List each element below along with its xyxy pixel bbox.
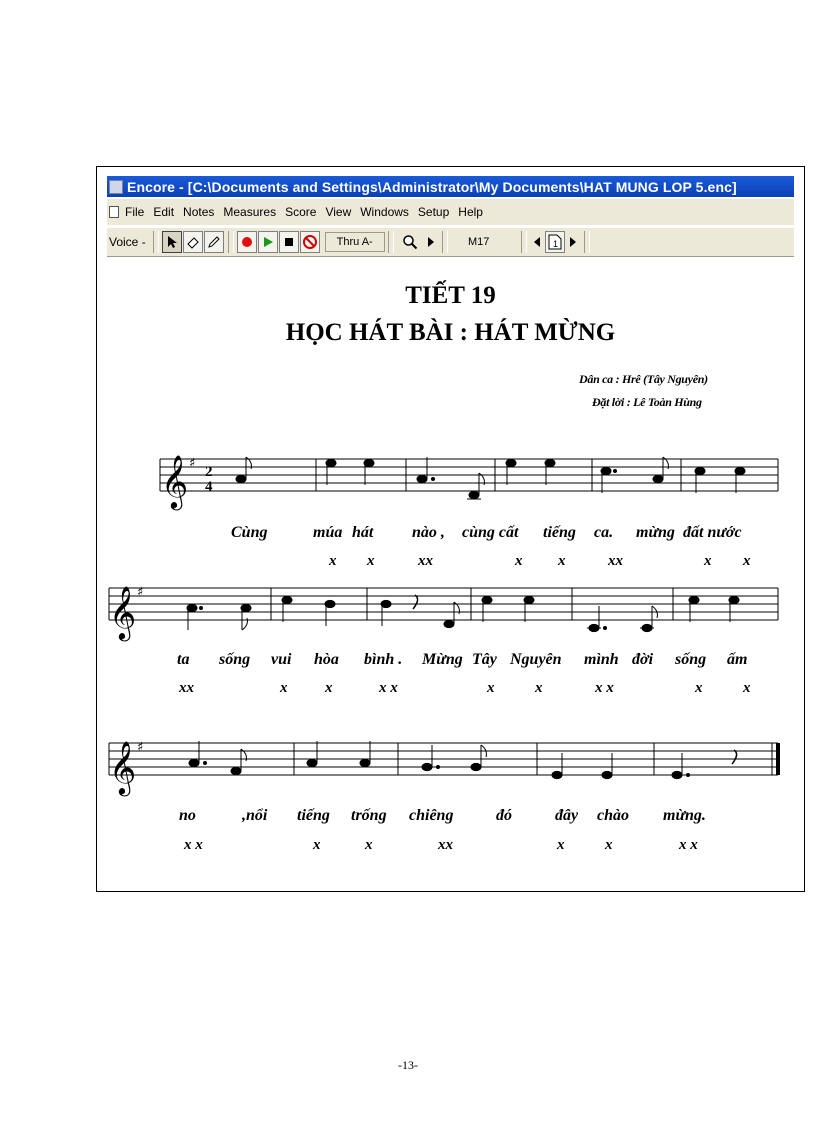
menu-edit[interactable]: Edit <box>153 205 175 219</box>
lyrics-line-3 <box>97 807 804 827</box>
menu-help[interactable]: Help <box>458 205 483 219</box>
rhythm-marks-3 <box>97 837 804 855</box>
lyric-word: mình <box>584 651 619 668</box>
lyric-word: ta <box>177 651 190 668</box>
rhythm-mark: x <box>280 680 288 696</box>
lyric-word: Mừng <box>422 651 463 668</box>
lyric-word: ấm <box>727 651 748 668</box>
page-number: -13- <box>398 1058 418 1072</box>
menu-score[interactable]: Score <box>285 205 317 219</box>
lyric-word: sống <box>675 651 707 668</box>
lyric-word: Cùng <box>231 524 268 541</box>
rhythm-mark: x <box>329 553 337 569</box>
rhythm-mark: x <box>704 553 712 569</box>
rhythm-mark: x x <box>679 837 698 853</box>
lyric-word: ,nổi <box>242 807 268 824</box>
rhythm-mark: x <box>535 680 543 696</box>
screenshot-frame <box>96 166 805 892</box>
lyric-word: đó <box>496 807 512 824</box>
staff-2-notes <box>187 595 739 632</box>
lyric-word: ca. <box>594 524 614 541</box>
rhythm-mark: x x <box>184 837 203 853</box>
rhythm-mark: x <box>557 837 565 853</box>
lyrics-line-1 <box>97 524 804 544</box>
rhythm-marks-2 <box>97 680 804 698</box>
rhythm-mark: xx <box>608 553 623 569</box>
lyric-word: tiếng <box>297 807 330 824</box>
treble-clef-icon: 𝄞 <box>109 585 137 639</box>
lyric-word: vui <box>271 651 292 668</box>
lyrics-line-2 <box>97 651 804 671</box>
time-signature-bottom: 4 <box>205 479 213 495</box>
rhythm-mark: x <box>695 680 703 696</box>
rhythm-mark: x <box>558 553 566 569</box>
lyric-word: đây <box>555 807 579 824</box>
measure-indicator[interactable]: M17 <box>451 232 507 252</box>
lyric-word: sống <box>219 651 251 668</box>
thru-selector[interactable]: Thru A- <box>325 232 385 252</box>
sharp-icon: ♯ <box>137 585 144 600</box>
page-indicator-number: 1 <box>552 239 558 249</box>
rhythm-mark: xx <box>179 680 194 696</box>
voice-selector[interactable]: Voice - <box>109 235 146 249</box>
lyric-word: hát <box>352 524 374 541</box>
lesson-heading: TIẾT 19 <box>405 282 496 309</box>
menu-view[interactable]: View <box>325 205 352 219</box>
rhythm-mark: x <box>365 837 373 853</box>
final-barline <box>776 743 780 775</box>
lyric-word: chiêng <box>409 807 454 824</box>
sharp-icon: ♯ <box>189 456 196 471</box>
lyric-word: tiếng <box>543 524 576 541</box>
rhythm-mark: x <box>325 680 333 696</box>
staff-1-notes <box>236 441 745 499</box>
rhythm-mark: x x <box>595 680 614 696</box>
rhythm-mark: x <box>743 680 751 696</box>
rhythm-mark: xx <box>438 837 453 853</box>
rhythm-marks-1 <box>97 553 804 571</box>
menu-setup[interactable]: Setup <box>417 205 450 219</box>
lyric-word: hòa <box>314 651 339 668</box>
lyrics-credit: Đặt lời : Lê Toàn Hùng <box>592 395 702 409</box>
rhythm-mark: x <box>605 837 613 853</box>
lyric-word: trống <box>351 807 387 824</box>
lyric-word: múa <box>313 524 343 541</box>
menu-windows[interactable]: Windows <box>360 205 409 219</box>
time-signature-top: 2 <box>205 464 213 480</box>
rhythm-mark: x <box>515 553 523 569</box>
rhythm-mark: xx <box>418 553 433 569</box>
sharp-icon: ♯ <box>137 740 144 755</box>
menu-measures[interactable]: Measures <box>223 205 277 219</box>
melody-credit: Dân ca : Hrê (Tây Nguyên) <box>579 372 708 386</box>
song-title: HỌC HÁT BÀI : HÁT MỪNG <box>285 319 616 346</box>
treble-clef-icon: 𝄞 <box>109 740 137 794</box>
lyric-word: đời <box>632 651 654 668</box>
lyric-word: mừng. <box>663 807 706 824</box>
staff-line-2 <box>109 588 778 620</box>
rhythm-mark: x x <box>379 680 398 696</box>
rhythm-mark: x <box>313 837 321 853</box>
staff-line-1 <box>160 459 778 491</box>
treble-clef-icon: 𝄞 <box>161 454 189 508</box>
staff-line-3 <box>109 743 778 775</box>
menu-file[interactable]: File <box>125 205 145 219</box>
lyric-word: đất nước <box>683 524 742 541</box>
lyric-word: cùng cất <box>462 524 519 541</box>
window-title: Encore - [C:\Documents and Settings\Administrator\My Documents\HAT MUNG LOP 5.enc] <box>127 178 737 195</box>
rhythm-mark: x <box>743 553 751 569</box>
lyric-word: chào <box>597 807 629 824</box>
rhythm-mark: x <box>367 553 375 569</box>
lyric-word: Tây <box>472 651 497 668</box>
lyric-word: bình . <box>364 651 403 668</box>
lyric-word: mừng <box>636 524 675 541</box>
lyric-word: Nguyên <box>510 651 562 668</box>
lyric-word: no <box>179 807 196 824</box>
menu-notes[interactable]: Notes <box>183 205 215 219</box>
rhythm-mark: x <box>487 680 495 696</box>
lyric-word: nào , <box>412 524 445 541</box>
